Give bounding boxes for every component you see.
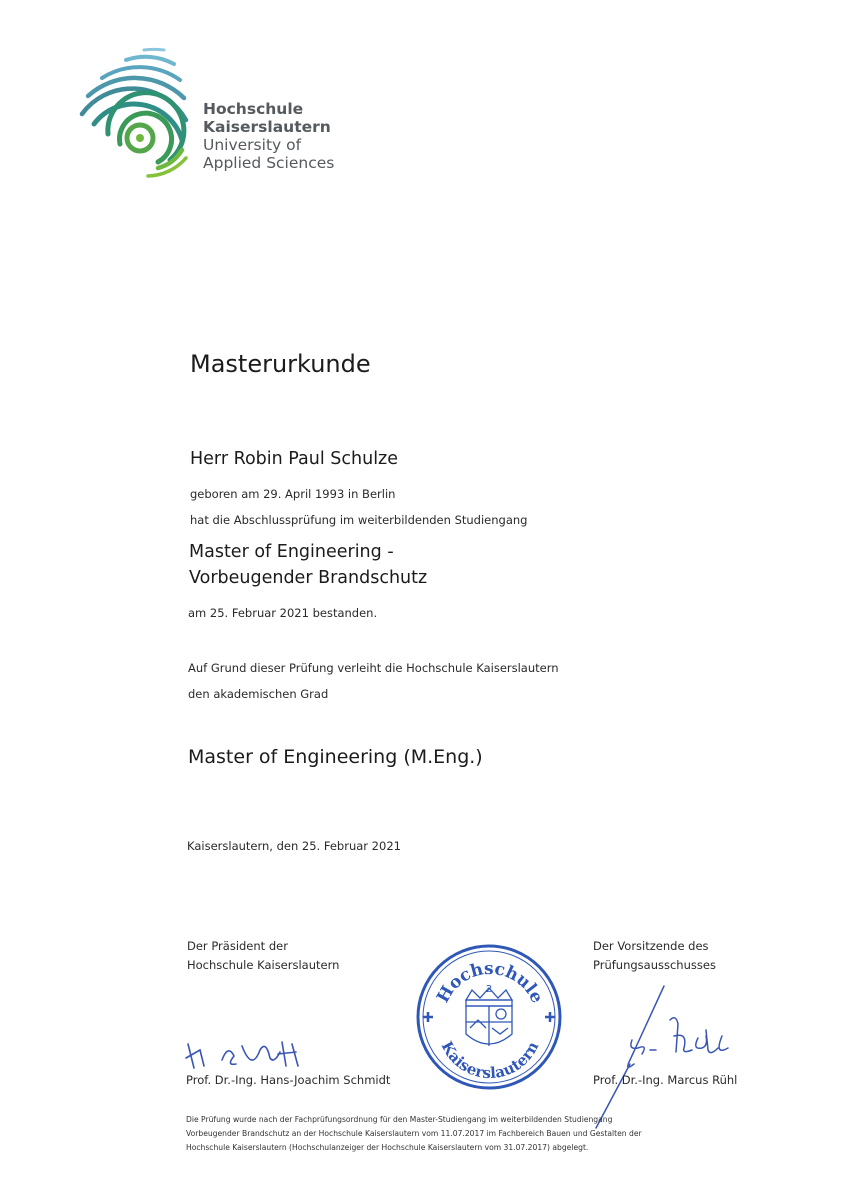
president-signature [182,1036,312,1076]
grant-line-2: den akademischen Grad [188,687,329,701]
footnote-line-3: Hochschule Kaiserslautern (Hochschulanzeiger der Hochschule Kaiserslautern vom 31.07.2017) abgelegt. [186,1143,589,1152]
seal-top-text: Hochschule [433,958,547,1007]
grant-line-1: Auf Grund dieser Prüfung verleiht die Hochschule Kaiserslautern [188,661,559,675]
logo-line-university: University of [203,136,302,154]
program-line-2: Vorbeugender Brandschutz [189,568,428,588]
left-signatory-role-1: Der Präsident der [187,939,288,953]
academic-degree: Master of Engineering (M.Eng.) [188,746,483,768]
passed-date: am 25. Februar 2021 bestanden. [188,606,378,620]
recipient-name: Herr Robin Paul Schulze [190,449,399,469]
logo-line-kaiserslautern: Kaiserslautern [203,118,331,136]
chairman-signature [590,980,750,1130]
logo-line-applied-sciences: Applied Sciences [203,154,335,172]
program-line-1: Master of Engineering - [189,542,394,562]
seal-bottom-text: Kaiserslautern [437,1038,543,1083]
right-signatory-role-2: Prüfungsausschusses [593,958,716,972]
exam-intro: hat die Abschlussprüfung im weiterbildenden Studiengang [190,513,528,527]
legal-footnote [186,1113,726,1155]
right-signatory-name: Prof. Dr.-Ing. Marcus Rühl [593,1073,738,1087]
footnote-line-2: Vorbeugender Brandschutz an der Hochschule Kaiserslautern vom 11.07.2017 im Fachbereich Bauen und Gestalten der [186,1129,642,1138]
document-title: Masterurkunde [190,350,371,378]
right-signatory-role-1: Der Vorsitzende des [593,939,709,953]
university-wordmark [203,100,334,172]
left-signatory-role-2: Hochschule Kaiserslautern [187,958,340,972]
left-signatory-name: Prof. Dr.-Ing. Hans-Joachim Schmidt [186,1073,391,1087]
footnote-line-1: Die Prüfung wurde nach der Fachprüfungsordnung für den Master-Studiengang im weiterbildenden Studiengang [186,1115,613,1124]
official-seal-stamp [414,942,564,1092]
logo-line-hochschule: Hochschule [203,100,304,118]
place-and-date: Kaiserslautern, den 25. Februar 2021 [187,839,401,853]
coat-of-arms-icon [466,988,512,1046]
university-logo-icon [74,40,194,180]
seal-number: 2 [485,984,493,995]
birth-info: geboren am 29. April 1993 in Berlin [190,487,396,501]
